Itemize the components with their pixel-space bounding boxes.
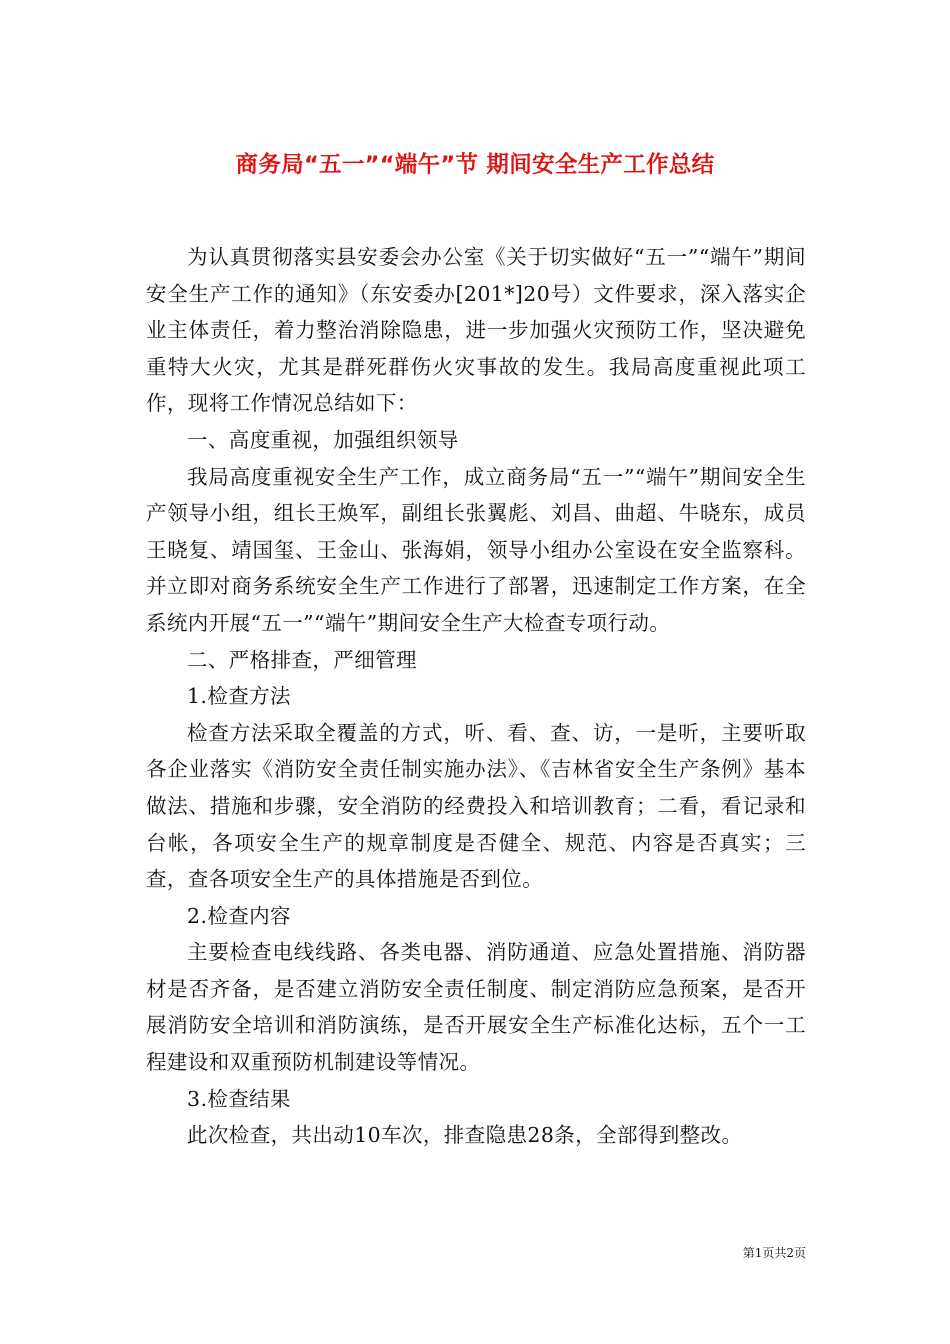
section-1-paragraph: 我局高度重视安全生产工作，成立商务局“五一”“端午”期间安全生产领导小组，组长王焕军，副组长张翼彪、刘昌、曲超、牛晓东，成员王晓复、靖国玺、王金山、张海娟，领导小组办公室设在安全监察科。并立即对商务系统安全生产工作进行了部署，迅速制定工作方案，在全系统内开展“五一”“端午”期间安全生产大检查专项行动。 <box>146 464 806 635</box>
document-body <box>146 239 806 1154</box>
inspection-method-paragraph: 检查方法采取全覆盖的方式，听、看、查、访，一是听，主要听取各企业落实《消防安全责任制实施办法》、《吉林省安全生产条例》基本做法、措施和步骤，安全消防的经费投入和培训教育；二看，看记录和台帐，各项安全生产的规章制度是否健全、规范、内容是否真实；三查，查各项安全生产的具体措施是否到位。 <box>146 720 806 892</box>
intro-paragraph: 为认真贯彻落实县安委会办公室《关于切实做好“五一”“端午”期间安全生产工作的通知》（东安委办[201*]20号）文件要求，深入落实企业主体责任，着力整治消除隐患，进一步加强火灾预防工作，坚决避免重特大火灾，尤其是群死群伤火灾事故的发生。我局高度重视此项工作，现将工作情况总结如下： <box>146 245 806 416</box>
section-heading-1: 一、高度重视，加强组织领导 <box>187 427 459 452</box>
subheading-inspection-result: 3.检查结果 <box>187 1086 291 1111</box>
inspection-content-paragraph: 主要检查电线线路、各类电器、消防通道、应急处置措施、消防器材是否齐备，是否建立消防安全责任制度、制定消防应急预案，是否开展消防安全培训和消防演练，是否开展安全生产标准化达标，五个一工程建设和双重预防机制建设等情况。 <box>146 940 806 1075</box>
section-heading-2: 二、严格排查，严细管理 <box>187 647 417 672</box>
inspection-result-paragraph: 此次检查，共出动10车次，排查隐患28条，全部得到整改。 <box>187 1123 743 1148</box>
subheading-inspection-method: 1.检查方法 <box>187 684 291 709</box>
page-number: 第1页共2页 <box>742 1246 806 1260</box>
subheading-inspection-content: 2.检查内容 <box>187 903 291 928</box>
document-title: 商务局“五一”“端午”节 期间安全生产工作总结 <box>235 152 715 179</box>
